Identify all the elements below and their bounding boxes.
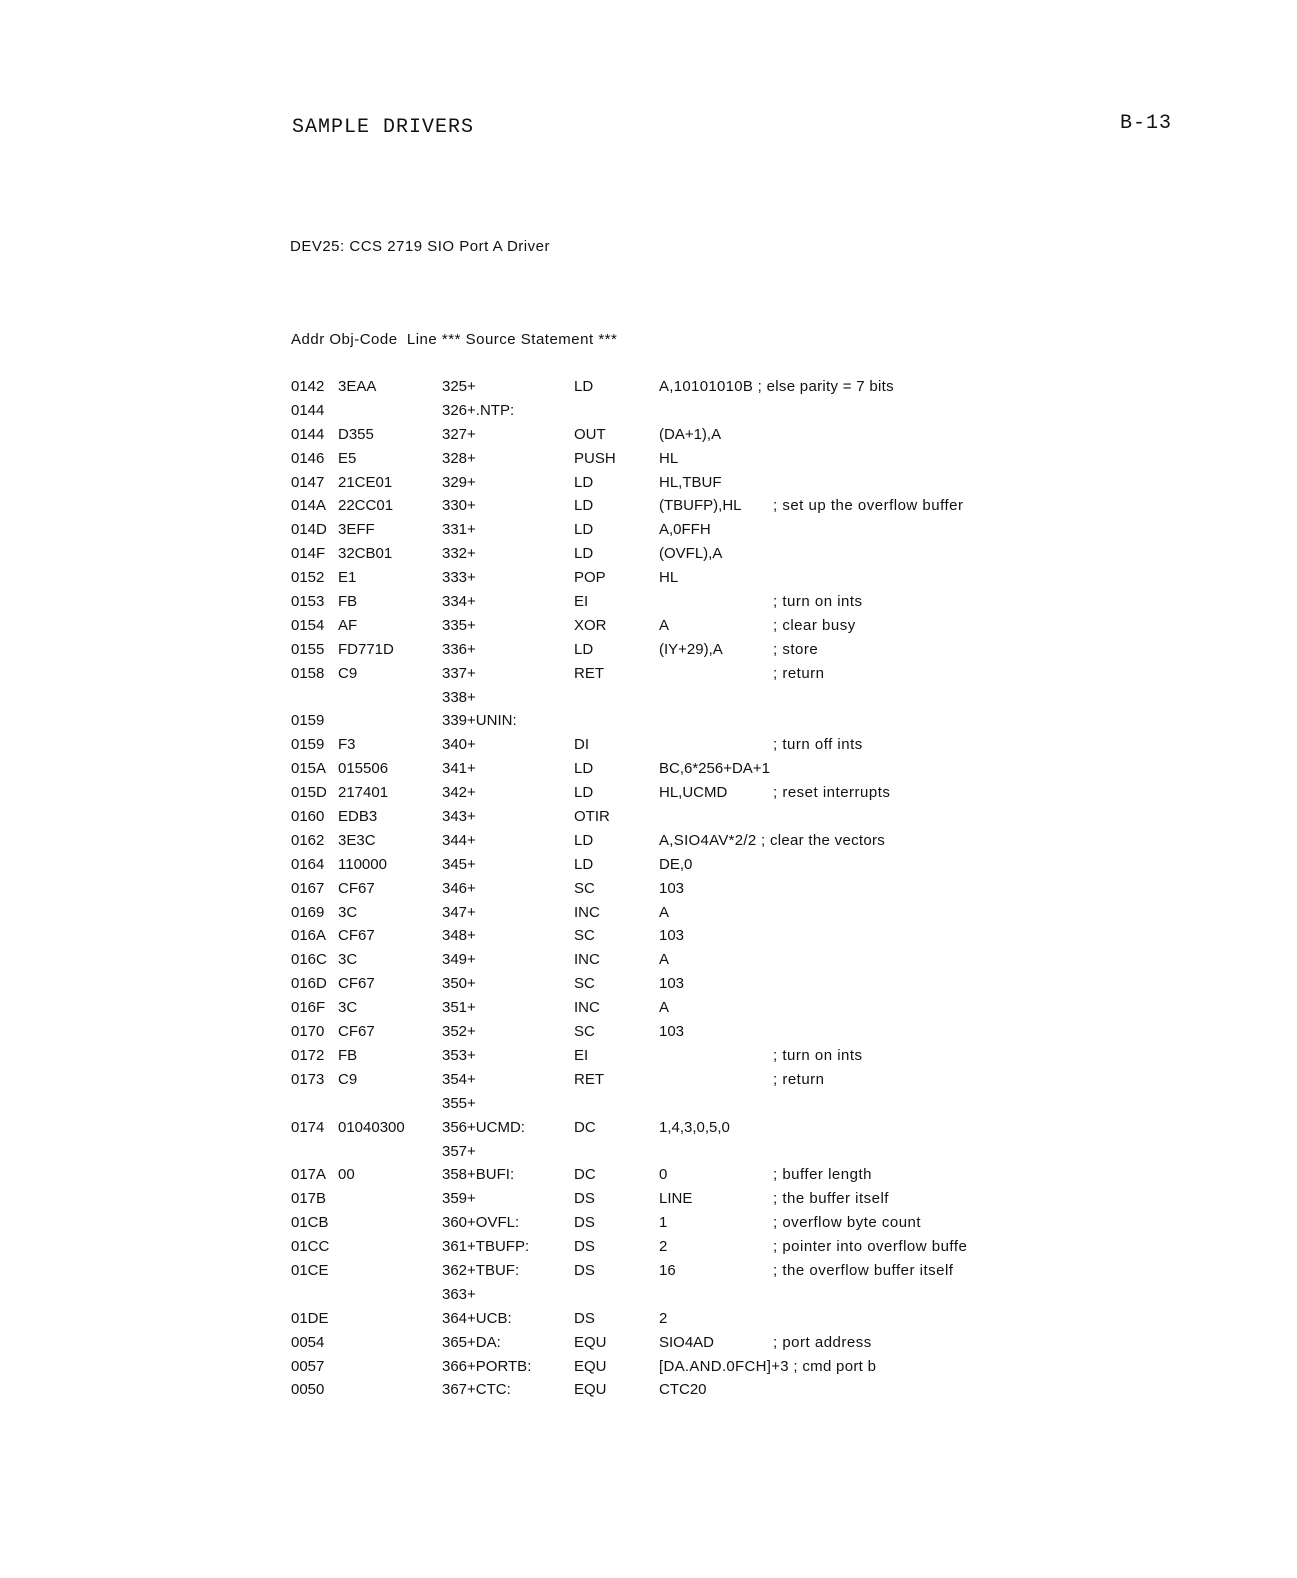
line-label-cell: 345+ <box>442 855 476 873</box>
line-label-cell: 327+ <box>442 425 476 443</box>
opcode-cell: EI <box>574 593 589 611</box>
operand-cell: A,0FFH <box>659 521 711 539</box>
listing-row <box>291 927 1091 951</box>
line-label-cell: 351+ <box>442 999 476 1017</box>
address-cell: 016F <box>291 999 326 1017</box>
object-code-cell: 22CC01 <box>338 497 394 515</box>
line-label-cell: 354+ <box>442 1070 476 1088</box>
section-title: SAMPLE DRIVERS <box>292 116 475 139</box>
operand-comment-cell: [DA.AND.0FCH]+3 ; cmd port b <box>659 1357 877 1375</box>
operand-cell: 103 <box>659 927 685 945</box>
object-code-cell: 3C <box>338 999 358 1017</box>
page-number: B-13 <box>1119 112 1172 135</box>
address-cell: 0172 <box>291 1046 325 1064</box>
address-cell: 014F <box>291 545 326 563</box>
address-cell: 01CB <box>291 1214 329 1232</box>
opcode-cell: OUT <box>574 425 606 443</box>
address-cell: 0142 <box>291 378 325 395</box>
operand-cell: A <box>659 903 670 921</box>
operand-cell: HL,TBUF <box>659 473 722 491</box>
address-cell: 0169 <box>291 903 325 921</box>
address-cell: 0159 <box>291 736 325 754</box>
object-code-cell: EDB3 <box>338 808 378 826</box>
page-header <box>292 112 1172 156</box>
listing-row <box>291 1095 1091 1119</box>
opcode-cell: DS <box>574 1214 595 1232</box>
listing-title: DEV25: CCS 2719 SIO Port A Driver <box>290 238 550 255</box>
operand-cell: HL <box>659 569 679 587</box>
operand-cell: A <box>659 616 670 634</box>
object-code-cell: CF67 <box>338 975 375 993</box>
comment-cell: ; turn on ints <box>773 593 863 611</box>
opcode-cell: EI <box>574 1046 589 1064</box>
object-code-cell: FB <box>338 593 358 611</box>
comment-cell: ; turn on ints <box>773 1046 863 1064</box>
listing-row <box>291 1047 1091 1071</box>
listing-row <box>291 808 1091 832</box>
opcode-cell: LD <box>574 378 594 395</box>
operand-cell: A <box>659 951 670 969</box>
comment-cell: ; store <box>773 640 819 658</box>
listing-row <box>291 497 1091 521</box>
opcode-cell: SC <box>574 927 595 945</box>
opcode-cell: LD <box>574 521 594 539</box>
object-code-cell: 3EAA <box>338 378 377 395</box>
opcode-cell: POP <box>574 569 606 587</box>
listing-row <box>291 1190 1091 1214</box>
line-label-cell: 355+ <box>442 1094 476 1112</box>
line-label-cell: 336+ <box>442 640 476 658</box>
opcode-cell: DC <box>574 1166 596 1184</box>
assembly-listing <box>291 378 1091 1405</box>
line-label-cell: 340+ <box>442 736 476 754</box>
comment-cell: ; turn off ints <box>773 736 863 754</box>
line-label-cell: 344+ <box>442 831 476 849</box>
object-code-cell: 21CE01 <box>338 473 393 491</box>
line-label-cell: 334+ <box>442 593 476 611</box>
listing-row <box>291 975 1091 999</box>
operand-cell: A <box>659 999 670 1017</box>
address-cell: 0174 <box>291 1118 325 1136</box>
object-code-cell: C9 <box>338 1070 358 1088</box>
operand-cell: BC,6*256+DA+1 <box>659 760 770 778</box>
opcode-cell: LD <box>574 497 594 515</box>
operand-cell: 103 <box>659 879 685 897</box>
line-label-cell: 367+CTC: <box>442 1381 511 1399</box>
address-cell: 0154 <box>291 616 325 634</box>
listing-row <box>291 1381 1091 1405</box>
listing-row <box>291 1214 1091 1238</box>
operand-cell: LINE <box>659 1190 693 1208</box>
address-cell: 016A <box>291 927 327 945</box>
listing-row <box>291 1023 1091 1047</box>
listing-row <box>291 689 1091 713</box>
address-cell: 0173 <box>291 1070 325 1088</box>
listing-row <box>291 593 1091 617</box>
object-code-cell: 217401 <box>338 784 389 802</box>
line-label-cell: 358+BUFI: <box>442 1166 515 1184</box>
opcode-cell: LD <box>574 545 594 563</box>
listing-row <box>291 617 1091 641</box>
object-code-cell: 3C <box>338 903 358 921</box>
line-label-cell: 363+ <box>442 1285 476 1303</box>
line-label-cell: 337+ <box>442 664 476 682</box>
operand-cell: SIO4AD <box>659 1333 715 1351</box>
listing-row <box>291 1143 1091 1167</box>
object-code-cell: D355 <box>338 425 374 443</box>
listing-row <box>291 450 1091 474</box>
line-label-cell: 347+ <box>442 903 476 921</box>
line-label-cell: 341+ <box>442 760 476 778</box>
listing-row <box>291 1358 1091 1382</box>
object-code-cell: CF67 <box>338 1023 375 1041</box>
line-label-cell: 360+OVFL: <box>442 1214 520 1232</box>
operand-comment-cell: A,SIO4AV*2/2 ; clear the vectors <box>659 831 886 849</box>
listing-row <box>291 641 1091 665</box>
listing-row <box>291 760 1091 784</box>
address-cell: 01CC <box>291 1238 330 1256</box>
comment-cell: ; pointer into overflow buffe <box>773 1238 968 1256</box>
opcode-cell: DC <box>574 1118 596 1136</box>
opcode-cell: SC <box>574 975 595 993</box>
line-label-cell: 326+.NTP: <box>442 401 515 419</box>
listing-row <box>291 402 1091 426</box>
opcode-cell: DS <box>574 1309 595 1327</box>
object-code-cell: C9 <box>338 664 358 682</box>
comment-cell: ; the overflow buffer itself <box>773 1261 954 1279</box>
object-code-cell: E1 <box>338 569 357 587</box>
address-cell: 016C <box>291 951 327 969</box>
line-label-cell: 338+ <box>442 688 476 706</box>
comment-cell: ; buffer length <box>773 1166 872 1184</box>
opcode-cell: EQU <box>574 1333 607 1351</box>
listing-row <box>291 1310 1091 1334</box>
listing-row <box>291 1119 1091 1143</box>
opcode-cell: LD <box>574 855 594 873</box>
opcode-cell: SC <box>574 1023 595 1041</box>
listing-row <box>291 1334 1091 1358</box>
operand-cell: CTC20 <box>659 1381 707 1399</box>
listing-row <box>291 951 1091 975</box>
opcode-cell: LD <box>574 473 594 491</box>
operand-cell: (DA+1),A <box>659 425 722 443</box>
comment-cell: ; port address <box>773 1333 872 1351</box>
listing-row <box>291 521 1091 545</box>
comment-cell: ; return <box>773 1070 825 1088</box>
object-code-cell: 01040300 <box>338 1118 405 1136</box>
listing-row <box>291 1166 1091 1190</box>
object-code-cell: F3 <box>338 736 356 754</box>
listing-row <box>291 712 1091 736</box>
object-code-cell: CF67 <box>338 879 375 897</box>
comment-cell: ; the buffer itself <box>773 1190 889 1208</box>
address-cell: 0054 <box>291 1333 325 1351</box>
line-label-cell: 330+ <box>442 497 476 515</box>
object-code-cell: FB <box>338 1046 358 1064</box>
object-code-cell: CF67 <box>338 927 375 945</box>
listing-row <box>291 1262 1091 1286</box>
address-cell: 0162 <box>291 831 325 849</box>
listing-row <box>291 378 1091 402</box>
opcode-cell: EQU <box>574 1357 607 1375</box>
listing-row <box>291 880 1091 904</box>
address-cell: 0050 <box>291 1381 325 1399</box>
opcode-cell: DI <box>574 736 589 754</box>
opcode-cell: INC <box>574 903 600 921</box>
address-cell: 0146 <box>291 449 325 467</box>
opcode-cell: INC <box>574 999 600 1017</box>
line-label-cell: 342+ <box>442 784 476 802</box>
object-code-cell: AF <box>338 616 358 634</box>
object-code-cell: 32CB01 <box>338 545 393 563</box>
opcode-cell: LD <box>574 640 594 658</box>
line-label-cell: 357+ <box>442 1142 476 1160</box>
object-code-cell: FD771D <box>338 640 394 658</box>
opcode-cell: DS <box>574 1261 595 1279</box>
address-cell: 0144 <box>291 401 325 419</box>
object-code-cell: E5 <box>338 449 357 467</box>
line-label-cell: 329+ <box>442 473 476 491</box>
line-label-cell: 335+ <box>442 616 476 634</box>
address-cell: 017B <box>291 1190 327 1208</box>
object-code-cell: 3E3C <box>338 831 376 849</box>
listing-row <box>291 736 1091 760</box>
opcode-cell: PUSH <box>574 449 616 467</box>
listing-row <box>291 426 1091 450</box>
line-label-cell: 350+ <box>442 975 476 993</box>
listing-row <box>291 856 1091 880</box>
comment-cell: ; return <box>773 664 825 682</box>
operand-cell: 1 <box>659 1214 668 1232</box>
comment-cell: ; clear busy <box>773 616 856 634</box>
operand-cell: 2 <box>659 1238 668 1256</box>
line-label-cell: 346+ <box>442 879 476 897</box>
listing-row <box>291 1286 1091 1310</box>
line-label-cell: 365+DA: <box>442 1333 501 1351</box>
opcode-cell: LD <box>574 831 594 849</box>
opcode-cell: DS <box>574 1238 595 1256</box>
address-cell: 0144 <box>291 425 325 443</box>
address-cell: 0155 <box>291 640 325 658</box>
line-label-cell: 328+ <box>442 449 476 467</box>
address-cell: 017A <box>291 1166 327 1184</box>
comment-cell: ; overflow byte count <box>773 1214 922 1232</box>
listing-row <box>291 474 1091 498</box>
line-label-cell: 362+TBUF: <box>442 1261 520 1279</box>
line-label-cell: 339+UNIN: <box>442 712 517 730</box>
operand-cell: DE,0 <box>659 855 693 873</box>
operand-cell: 103 <box>659 1023 685 1041</box>
address-cell: 01DE <box>291 1309 329 1327</box>
address-cell: 0147 <box>291 473 325 491</box>
listing-row <box>291 832 1091 856</box>
comment-cell: ; set up the overflow buffer <box>773 497 964 515</box>
operand-cell: 0 <box>659 1166 668 1184</box>
line-label-cell: 359+ <box>442 1190 476 1208</box>
opcode-cell: SC <box>574 879 595 897</box>
line-label-cell: 349+ <box>442 951 476 969</box>
listing-row <box>291 665 1091 689</box>
operand-comment-cell: A,10101010B ; else parity = 7 bits <box>659 378 894 395</box>
address-cell: 0153 <box>291 593 325 611</box>
line-label-cell: 366+PORTB: <box>442 1357 532 1375</box>
listing-row <box>291 999 1091 1023</box>
address-cell: 0158 <box>291 664 325 682</box>
opcode-cell: EQU <box>574 1381 607 1399</box>
address-cell: 0167 <box>291 879 325 897</box>
opcode-cell: INC <box>574 951 600 969</box>
line-label-cell: 364+UCB: <box>442 1309 512 1327</box>
opcode-cell: LD <box>574 784 594 802</box>
address-cell: 015A <box>291 760 327 778</box>
operand-cell: 2 <box>659 1309 668 1327</box>
listing-row <box>291 545 1091 569</box>
object-code-cell: 110000 <box>338 855 387 873</box>
listing-row <box>291 569 1091 593</box>
address-cell: 01CE <box>291 1261 329 1279</box>
address-cell: 016D <box>291 975 327 993</box>
operand-cell: (OVFL),A <box>659 545 723 563</box>
opcode-cell: OTIR <box>574 808 610 826</box>
object-code-cell: 3EFF <box>338 521 375 539</box>
operand-cell: 1,4,3,0,5,0 <box>659 1118 730 1136</box>
operand-cell: HL <box>659 449 679 467</box>
column-header: Addr Obj-Code Line *** Source Statement *** <box>291 331 618 348</box>
line-label-cell: 353+ <box>442 1046 476 1064</box>
line-label-cell: 361+TBUFP: <box>442 1238 530 1256</box>
comment-cell: ; reset interrupts <box>773 784 891 802</box>
line-label-cell: 333+ <box>442 569 476 587</box>
object-code-cell: 015506 <box>338 760 389 778</box>
address-cell: 015D <box>291 784 327 802</box>
address-cell: 0170 <box>291 1023 325 1041</box>
operand-cell: (IY+29),A <box>659 640 723 658</box>
line-label-cell: 352+ <box>442 1023 476 1041</box>
address-cell: 014D <box>291 521 327 539</box>
address-cell: 0152 <box>291 569 325 587</box>
address-cell: 0160 <box>291 808 325 826</box>
address-cell: 0159 <box>291 712 325 730</box>
listing-row <box>291 784 1091 808</box>
operand-cell: 16 <box>659 1261 676 1279</box>
opcode-cell: RET <box>574 664 604 682</box>
line-label-cell: 332+ <box>442 545 476 563</box>
opcode-cell: DS <box>574 1190 595 1208</box>
listing-row <box>291 1238 1091 1262</box>
listing-row <box>291 904 1091 928</box>
object-code-cell: 3C <box>338 951 358 969</box>
address-cell: 0164 <box>291 855 325 873</box>
object-code-cell: 00 <box>338 1166 355 1184</box>
listing-row <box>291 1071 1091 1095</box>
line-label-cell: 325+ <box>442 378 476 395</box>
opcode-cell: XOR <box>574 616 607 634</box>
address-cell: 0057 <box>291 1357 325 1375</box>
operand-cell: HL,UCMD <box>659 784 728 802</box>
address-cell: 014A <box>291 497 327 515</box>
line-label-cell: 356+UCMD: <box>442 1118 525 1136</box>
line-label-cell: 348+ <box>442 927 476 945</box>
opcode-cell: RET <box>574 1070 604 1088</box>
line-label-cell: 343+ <box>442 808 476 826</box>
opcode-cell: LD <box>574 760 594 778</box>
operand-cell: (TBUFP),HL <box>659 497 742 515</box>
line-label-cell: 331+ <box>442 521 476 539</box>
operand-cell: 103 <box>659 975 685 993</box>
